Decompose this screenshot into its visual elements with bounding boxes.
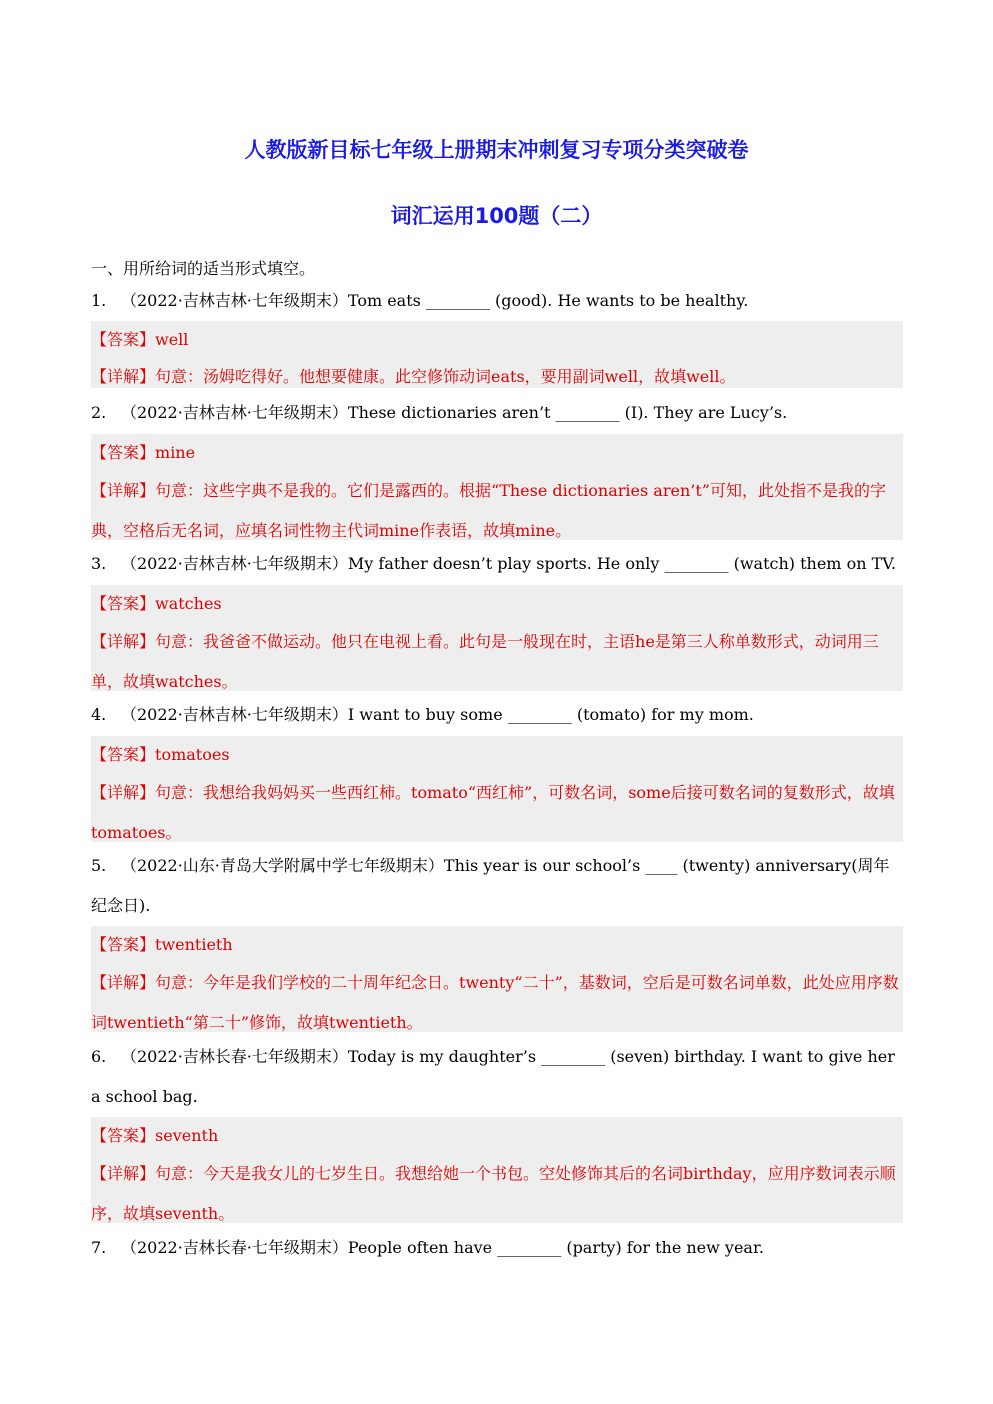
detail-row xyxy=(91,471,903,551)
question-text: （2022·吉林长春·七年级期末）People often have ________ (party) for the new year. xyxy=(121,1238,764,1257)
question-number: 1. xyxy=(91,291,107,310)
answer-row xyxy=(91,585,903,622)
detail-row xyxy=(91,358,903,395)
question-text: （2022·吉林吉林·七年级期末）These dictionaries aren’t ________ (I). They are Lucy’s. xyxy=(121,403,788,422)
answer-block-6 xyxy=(91,1117,903,1223)
question-number: 5. xyxy=(91,856,107,875)
detail-label: 【详解】 xyxy=(91,632,156,651)
question-text: （2022·吉林吉林·七年级期末）My father doesn’t play sports. He only ________ (watch) them on TV. xyxy=(121,554,897,573)
question-7 xyxy=(91,1228,903,1268)
answer-row xyxy=(91,736,903,773)
question-number: 2. xyxy=(91,403,107,422)
section-heading: 一、用所给词的适当形式填空。 xyxy=(91,259,316,278)
detail-text: 句意：我爸爸不做运动。他只在电视上看。此句是一般现在时，主语he是第三人称单数形式，动词用三单，故填watches。 xyxy=(91,632,879,691)
question-2 xyxy=(91,393,903,433)
question-5 xyxy=(91,846,903,926)
detail-row xyxy=(91,963,903,1043)
answer-row xyxy=(91,434,903,471)
question-3 xyxy=(91,544,903,584)
detail-text: 句意：这些字典不是我的。它们是露西的。根据“These dictionaries aren’t”可知，此处指不是我的字典，空格后无名词，应填名词性物主代词mine作表语，故填mine。 xyxy=(91,481,886,540)
detail-row xyxy=(91,1154,903,1234)
answer-text: seventh xyxy=(155,1126,219,1145)
question-text: （2022·山东·青岛大学附属中学七年级期末）This year is our school’s ____ (twenty) anniversary(周年纪念日). xyxy=(91,856,890,915)
answer-block-1 xyxy=(91,321,903,388)
document-title: 人教版新目标七年级上册期末冲刺复习专项分类突破卷 xyxy=(244,138,749,162)
answer-label: 【答案】 xyxy=(91,594,156,613)
detail-label: 【详解】 xyxy=(91,1164,156,1183)
answer-block-5 xyxy=(91,926,903,1032)
detail-row xyxy=(91,622,903,702)
answer-text: twentieth xyxy=(155,935,233,954)
detail-text: 句意：汤姆吃得好。他想要健康。此空修饰动词eats，要用副词well，故填well。 xyxy=(155,367,736,386)
detail-text: 句意：今年是我们学校的二十周年纪念日。twenty“二十”，基数词，空后是可数名词单数，此处应用序数词twentieth“第二十”修饰，故填twentieth。 xyxy=(91,973,899,1032)
question-1 xyxy=(91,281,903,321)
question-4 xyxy=(91,695,903,735)
answer-text: well xyxy=(155,330,189,349)
detail-text: 句意：我想给我妈妈买一些西红柿。tomato“西红柿”，可数名词，some后接可数名词的复数形式，故填tomatoes。 xyxy=(91,783,895,842)
answer-label: 【答案】 xyxy=(91,330,156,349)
answer-block-3 xyxy=(91,585,903,691)
answer-row xyxy=(91,1117,903,1154)
answer-row xyxy=(91,926,903,963)
detail-row xyxy=(91,773,903,853)
question-number: 6. xyxy=(91,1047,107,1066)
question-number: 4. xyxy=(91,705,107,724)
detail-label: 【详解】 xyxy=(91,367,156,386)
detail-label: 【详解】 xyxy=(91,481,156,500)
answer-text: mine xyxy=(155,443,196,462)
answer-label: 【答案】 xyxy=(91,443,156,462)
answer-row xyxy=(91,321,903,358)
question-number: 3. xyxy=(91,554,107,573)
answer-text: watches xyxy=(155,594,222,613)
question-text: （2022·吉林吉林·七年级期末）Tom eats ________ (good). He wants to be healthy. xyxy=(121,291,749,310)
detail-text: 句意：今天是我女儿的七岁生日。我想给她一个书包。空处修饰其后的名词birthday，应用序数词表示顺序，故填seventh。 xyxy=(91,1164,896,1223)
question-6 xyxy=(91,1037,903,1117)
question-number: 7. xyxy=(91,1238,107,1257)
answer-text: tomatoes xyxy=(155,745,230,764)
answer-label: 【答案】 xyxy=(91,1126,156,1145)
detail-label: 【详解】 xyxy=(91,973,156,992)
answer-label: 【答案】 xyxy=(91,745,156,764)
answer-label: 【答案】 xyxy=(91,935,156,954)
document-subtitle: 词汇运用100题（二） xyxy=(390,204,603,228)
detail-label: 【详解】 xyxy=(91,783,156,802)
question-text: （2022·吉林长春·七年级期末）Today is my daughter’s ________ (seven) birthday. I want to give her a school bag. xyxy=(91,1047,895,1106)
question-text: （2022·吉林吉林·七年级期末）I want to buy some ________ (tomato) for my mom. xyxy=(121,705,754,724)
answer-block-4 xyxy=(91,736,903,842)
answer-block-2 xyxy=(91,434,903,540)
